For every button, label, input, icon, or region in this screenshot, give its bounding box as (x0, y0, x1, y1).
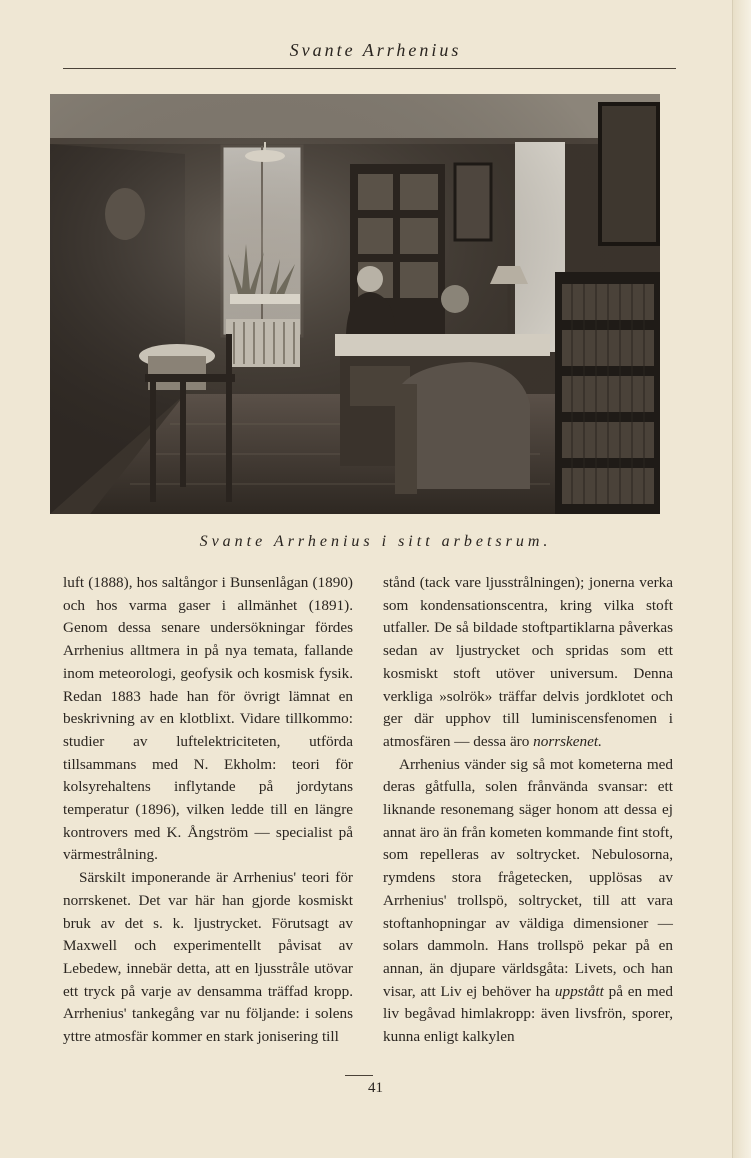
right-column (383, 572, 673, 1049)
photo-illustration (50, 94, 660, 514)
left-paragraph-2: Särskilt imponerande är Arrhenius' teori för norrskenet. Det var här han gjorde kosmiskt bruk av det s. k. ljustrycket. Förutsagt av Maxwell och experimentellt påvisat av Lebedew, innebär detta, att en ljusstråle utövar ett tryck på varje av densamma träffad kropp. Arrhenius' tankegång var nu följande: i solens yttre atmosfär kommer en stark jonisering till (63, 869, 353, 1046)
page-number: 41 (368, 1080, 383, 1096)
left-column (63, 572, 353, 1049)
header-rule (63, 68, 676, 69)
running-title: Svante Arrhenius (289, 40, 462, 60)
page-edge (732, 0, 751, 1158)
left-paragraph-1: luft (1888), hos saltångor i Bunsenlågan (1890) och hos varma gaser i allmänhet (1891). Genom dessa senare undersökningar fördes Arrhenius alltmera in på nya temata, fallande inom meteorologi, geofysik och kosmisk fysik. Redan 1883 hade han för övrigt lämnat en beskrivning av en klotblixt. Vidare tillkommo: studier av luftelektriciteten, utförda tillsammans med N. Ekholm: teori för kolsyrehaltens inflytande på jordytans temperatur (1896), vilken ledde till en längre kontrovers med K. Ångström — specialist på värmestrålning. (63, 574, 353, 864)
figure-caption: Svante Arrhenius i sitt arbetsrum. (199, 533, 552, 550)
norrskenet-emphasis: norrskenet. (533, 732, 602, 750)
right-paragraph-2-text: Arrhenius vänder sig så mot kometerna med deras gåtfulla, solen frånvända svansar: ett liknande resonemang säger honom att dessa ej annat äro än från kometen kommande fint stoft, som repelleras av soltrycket. Nebulosorna, rymdens stora frågetecken, upplösas av Arrhenius' trollspö, soltrycket, till att vara stoftanhopningar av väldiga dimensioner — solars dammoln. Hans trollspö pekar på en annan, än djupare världsgåta: Livets, och han visar, att Liv ej behöver ha (383, 755, 673, 1000)
study-photograph (50, 94, 660, 514)
right-paragraph-1 (383, 572, 673, 754)
right-paragraph-2-end: på en med liv begåvad himlakropp: även livsfrön, sporer, kunna enligt kalkylen (383, 982, 673, 1046)
right-paragraph-2 (383, 754, 673, 1049)
right-paragraph-1-text: stånd (tack vare ljusstrålningen); jonerna verka som kondensationscentra, kring vilka stoft utfaller. De så bildade stoftpartiklarna påverkas sedan av ljustrycket och spridas som ett kosmiskt stoft utöver universum. Denna verkliga »solrök» träffar delvis jordklotet och ger där upphov till luminiscensfenomen i atmosfären — dessa äro (383, 574, 673, 750)
uppstatt-emphasis: uppstått (554, 982, 604, 1000)
page-number-rule (345, 1075, 373, 1076)
